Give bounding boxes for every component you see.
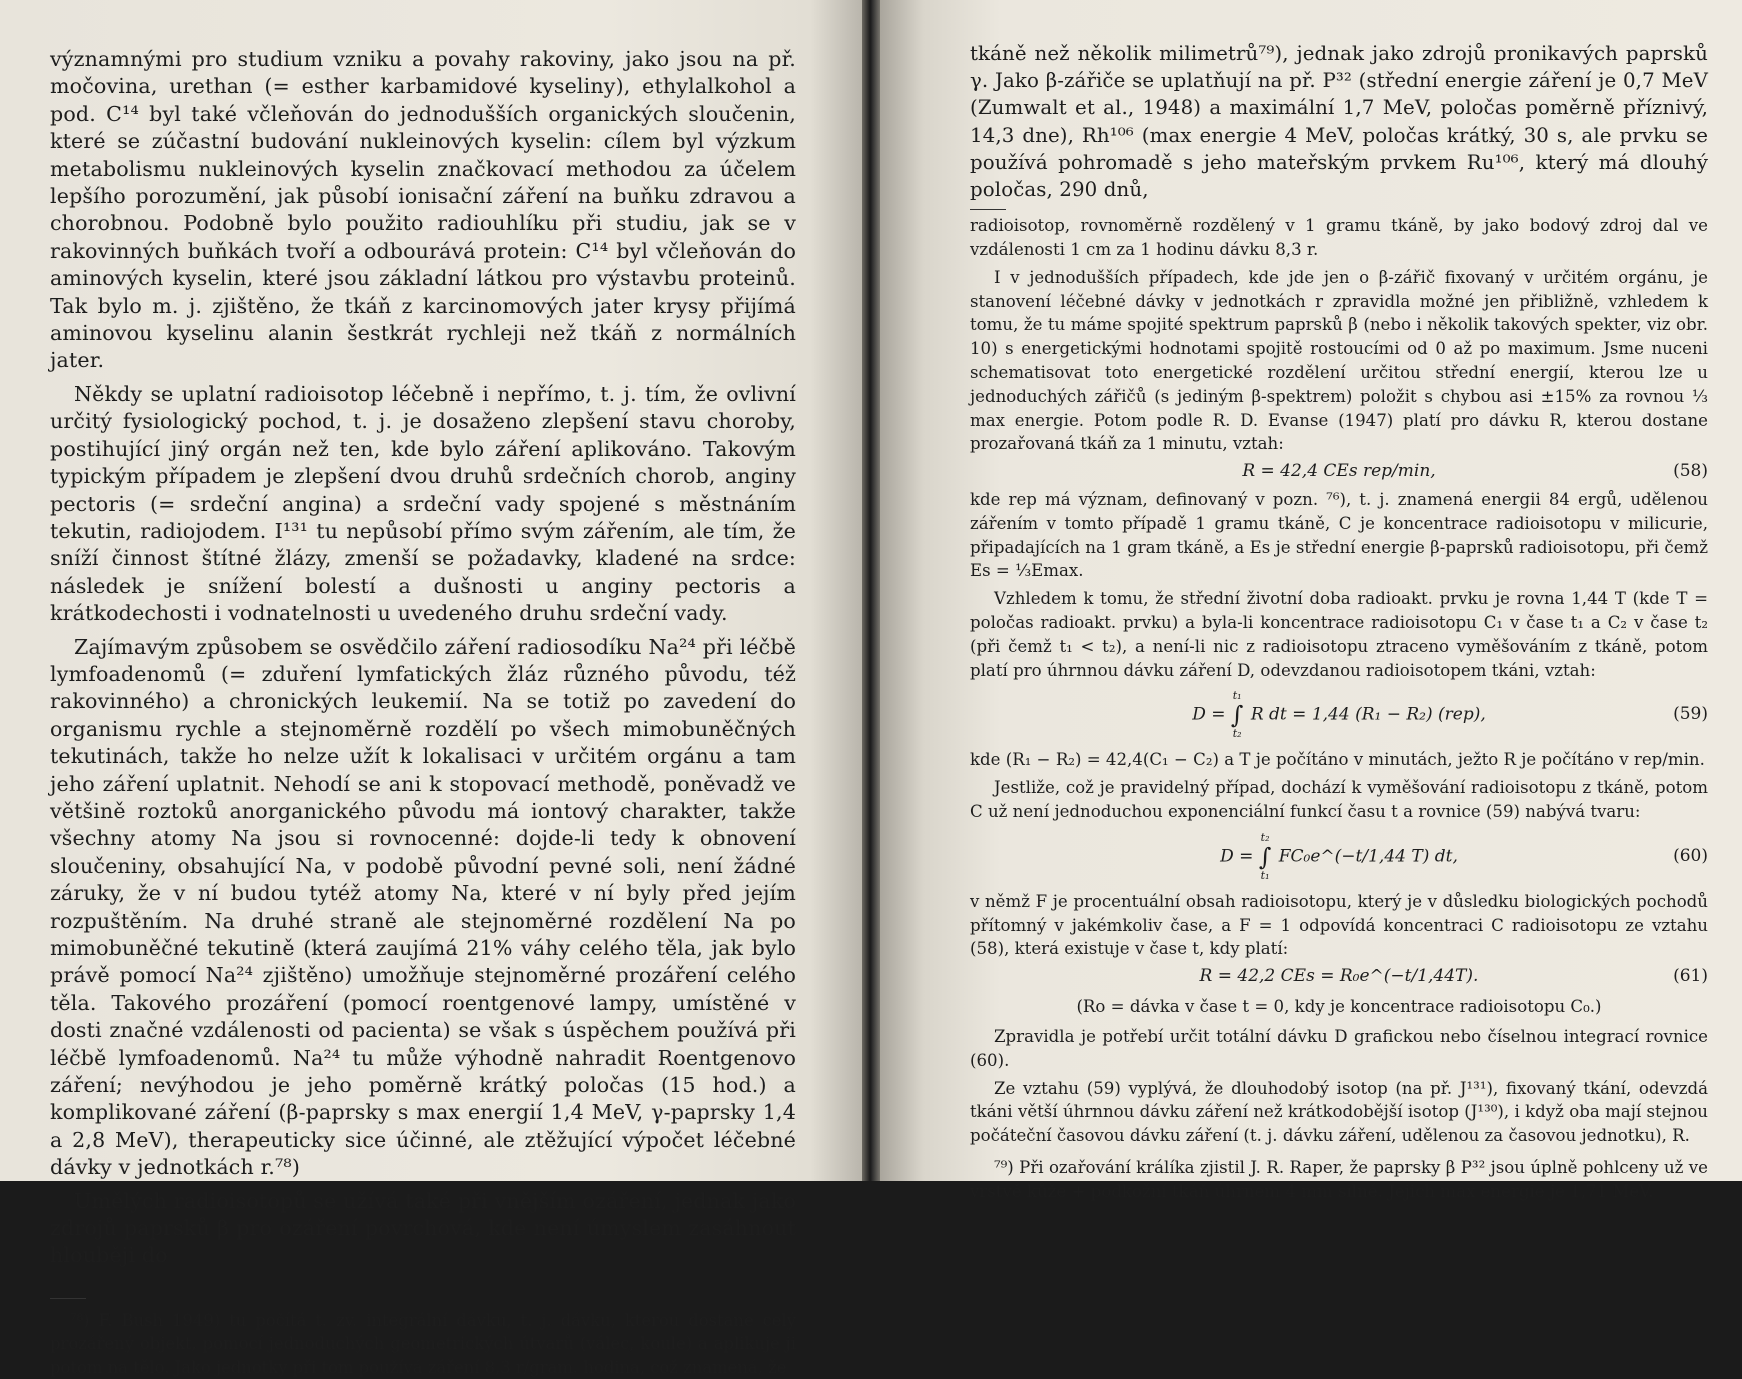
left-paragraph-2: Někdy se uplatní radioisotop léčebně i nepřímo, t. j. tím, že ovlivní určitý fysiologický pochod, t. j. je dosaženo zlepšení stavu choroby, postihující jiný orgán než ten, kde bylo záření aplikováno. Takovým typickým případem je zlepšení dvou druhů srdečních chorob, anginy pectoris (= srdeční angina) a srdeční vady spojené s městnáním tekutin, radiojodem. I¹³¹ tu nepůsobí přímo svým zářením, ale tím, že sníží činnost štítné žlázy, zmenší se požadavky, kladené na srdce: následek je snížení bolestí a dušnosti u anginy pectoris a krátkodechosti i vodnatelnosti u uvedeného druhu srdeční vady. <box>50 381 796 626</box>
equation-60-lhs: D = <box>1220 846 1254 867</box>
integral-sign <box>1259 832 1272 882</box>
right-paragraph-7: Zpravidla je potřebí určit totální dávku D grafickou nebo číselnou integrací rovnice (60). <box>970 1026 1708 1070</box>
equation-60-rhs: FC₀e^(−t/1,44 T) dt, <box>1278 846 1458 867</box>
equation-60 <box>970 828 1708 886</box>
equation-59-number: (59) <box>1673 704 1708 725</box>
integral-lower-limit: t₁ <box>1260 868 1270 882</box>
integral-symbol: ∫ <box>1258 842 1272 871</box>
right-page-body <box>970 214 1708 1148</box>
equation-61-number: (61) <box>1673 966 1708 987</box>
equation-58 <box>970 460 1708 484</box>
equation-61-note: (Ro = dávka v čase t = 0, kdy je koncentrace radioisotopu C₀.) <box>1076 996 1602 1016</box>
integral-lower-limit: t₂ <box>1232 727 1242 741</box>
equation-59-rhs: R dt = 1,44 (R₁ − R₂) (rep), <box>1250 704 1486 725</box>
equation-58-expression: R = 42,4 CEs rep/min, <box>1242 461 1436 482</box>
right-paragraph-4: kde (R₁ − R₂) = 42,4(C₁ − C₂) a T je počítáno v minutách, ježto R je počítáno v rep/min. <box>970 750 1705 770</box>
equation-59-expression <box>970 690 1708 740</box>
footnote-rule <box>970 209 1006 210</box>
equation-61-expression: R = 42,2 CEs = R₀e^(−t/1,44T). <box>1199 966 1479 987</box>
right-paragraph-8: Ze vztahu (59) vyplývá, že dlouhodobý isotop (na př. J¹³¹), fixovaný tkání, odevzdá tkáni větší úhrnnou dávku záření než krátkodobější isotop (J¹³⁰), i když oba mají stejnou počáteční časovou dávku záření (t. j. dávku záření, udělenou za časovou jednotku), R. <box>970 1078 1708 1146</box>
footnote-rule <box>50 1298 86 1299</box>
equation-58-number: (58) <box>1673 461 1708 482</box>
left-paragraph-4: Umělých radioisotopů se užívá také při vnějším ozáření, jednak jako zdrojů paprsků β pro ozáření povrchová, kde není úmyslem zasáhnout hlouběji do <box>50 1188 796 1268</box>
left-footnotes <box>50 1309 796 1379</box>
left-page-body <box>50 46 796 1270</box>
equation-60-number: (60) <box>1673 845 1708 866</box>
right-paragraph-3: Vzhledem k tomu, že střední životní doba radioakt. prvku je rovna 1,44 T (kde T = poločas radioakt. prvku) a byla-li koncentrace radioisotopu C₁ v čase t₁ a C₂ v čase t₂ (při čemž t₁ < t₂), a není-li nic z radioisotopu ztraceno vyměšováním z tkáně, potom platí pro úhrnnou dávku záření D, odevzdanou radioisotopem tkáni, vztah: <box>970 589 1708 680</box>
right-paragraph-1: I v jednodušších případech, kde jde jen o β-zářič fixovaný v určitém orgánu, je stanovení léčebné dávky v jednotkách r zpravidla možné jen přibližně, vzhledem k tomu, že tu máme spojité spektrum paprsků β (nebo i několik takových spekter, viz obr. 10) s energetickými hodnotami spojitě rostoucími od 0 až po maximum. Jsme nuceni schematisovat toto energetické rozdělení určitou střední energií, kterou lze u jednoduchých zářičů (s jediným β-spektrem) položit s chybou asi ±15% za rovnou ⅓ max energie. Potom podle R. D. Evanse (1947) platí pro dávku R, kterou dostane prozařovaná tkáň za 1 minutu, vztah: <box>970 267 1708 454</box>
integral-symbol: ∫ <box>1230 701 1244 730</box>
integral-upper-limit: t₁ <box>1232 689 1242 703</box>
right-top-paragraph: tkáně než několik milimetrů⁷⁹), jednak jako zdrojů pronikavých paprsků γ. Jako β-zářiče se uplatňují na př. P³² (střední energie záření je 0,7 MeV (Zumwalt et al., 1948) a maximální 1,7 MeV, poločas poměrně příznivý, 14,3 dne), Rh¹⁰⁶ (max energie 4 MeV, poločas krátký, 30 s, ale prvku se používá pohromadě s jeho mateřským prvkem Ru¹⁰⁶, který má dlouhý poločas, 290 dnů, <box>970 42 1708 202</box>
footnote-79: ⁷⁹) Při ozařování králíka zjistil J. R. Raper, že paprsky β P³² jsou úplně pohlceny už ve vrstvě kůže + podkožní tkáň úhrnem 4 mm silné. Jejich max energie je 1,71 MeV. <box>970 1157 1708 1201</box>
footnote-continuation: radioisotop, rovnoměrně rozdělený v 1 gramu tkáně, by jako bodový zdroj dal ve vzdálenosti 1 cm za 1 hodinu dávku 8,3 r. <box>970 216 1708 260</box>
right-page <box>880 0 1742 1201</box>
equation-61 <box>970 965 1708 989</box>
left-page <box>0 0 862 1377</box>
equation-59 <box>970 686 1708 744</box>
right-paragraph-5: Jestliže, což je pravidelný případ, dochází k vyměšování radioisotopu z tkáně, potom C už není jednoduchou exponenciální funkcí času t a rovnice (59) nabývá tvaru: <box>970 778 1708 821</box>
left-paragraph-3: Zajímavým způsobem se osvědčilo záření radiosodíku Na²⁴ při léčbě lymfoadenomů (= zduření lymfatických žláz různého původu, též rakovinného) a chronických leukemií. Na se totiž po zavedení do organismu rychle a stejnoměrně rozdělí po všech mimobuněčných tekutinách, takže ho nelze užít k lokalisaci v určitém orgánu a tam jeho záření uplatnit. Nehodí se ani k stopovací methodě, poněvadž ve většině roztoků anorganického původu má iontový charakter, takže všechny atomy Na jsou si rovnocenné: dojde-li tedy k obnovení sloučeniny, obsahující Na, v podobě původní pevné soli, není žádné záruky, že v ní budou tytéž atomy Na, které v ní byly před jejím rozpuštěním. Na druhé straně ale stejnoměrné rozdělení Na po mimobuněčné tekutině (která zaujímá 21% váhy celého těla, jak bylo právě pomocí Na²⁴ zjištěno) umožňuje stejnoměrné prozáření celého těla. Takového prozáření (pomocí roentgenové lampy, umístěné v dosti značné vzdálenosti od pacienta) se však s úspěchem používá při léčbě lymfoadenomů. Na²⁴ tu může výhodně nahradit Roentgenovo záření; nevýhodou je jeho poměrně krátký poločas (15 hod.) a komplikované záření (β-paprsky s max energií 1,4 MeV, γ-paprsky 1,4 a 2,8 MeV), therapeuticky sice účinné, ale ztěžující výpočet léčebné dávky v jednotkách r.⁷⁸) <box>50 634 796 1180</box>
left-paragraph-1: významnými pro studium vzniku a povahy rakoviny, jako jsou na př. močovina, urethan (= esther karbamidové kyseliny), ethylalkohol a pod. C¹⁴ byl také včleňován do jednodušších organických sloučenin, které se zúčastní budování nukleinových kyselin: cílem byl výzkum metabolismu nukleinových kyselin značkovací methodou za účelem lepšího porozumění, jak působí ionisační záření na buňku zdravou a chorobnou. Podobně bylo použito radiouhlíku při studiu, jak se v rakovinných buňkách tvoří a odbourává protein: C¹⁴ byl včleňován do aminových kyselin, které jsou základní látkou pro výstavbu proteinů. Tak bylo m. j. zjištěno, že tkáň z karcinomových jater krysy přijímá aminovou kyselinu alanin šestkrát rychleji než tkáň z normálních jater. <box>50 47 796 373</box>
right-paragraph-6: v němž F je procentuální obsah radioisotopu, který je v důsledku biologických pochodů přítomný v jakémkoliv čase, a F = 1 odpovídá koncentraci C radioisotopu ze vztahu (58), která existuje v čase t, kdy platí: <box>970 891 1708 959</box>
integral-sign <box>1231 690 1244 740</box>
right-paragraph-2: kde rep má význam, definovaný v pozn. ⁷⁶), t. j. znamená energii 84 ergů, udělenou zářením v tomto případě 1 gramu tkáně, C je koncentrace radioisotopu v milicurie, připadajících na 1 gram tkáně, a Es je střední energie β-paprsků radioisotopu, při čemž Es = ⅓Emax. <box>970 489 1708 581</box>
footnote-78: ⁷⁸) F. Bush 1949) tu počítá t. zv. integrální dávku, t. j. dávku, kterou dostane celý prozářený objekt, pomocí jednoduchých geometrických útvarů (válec, koule) a aplikuje ji potom na tělo. Jako jednotky při tom používá záření 8,3 r/gram. hodina, což znamená, že <box>50 1310 796 1377</box>
right-page-top-text <box>970 40 1708 203</box>
right-footnotes <box>970 1156 1708 1204</box>
integral-upper-limit: t₂ <box>1260 830 1270 844</box>
equation-59-lhs: D = <box>1192 704 1226 725</box>
equation-60-expression <box>970 832 1708 882</box>
book-gutter <box>862 0 880 1181</box>
